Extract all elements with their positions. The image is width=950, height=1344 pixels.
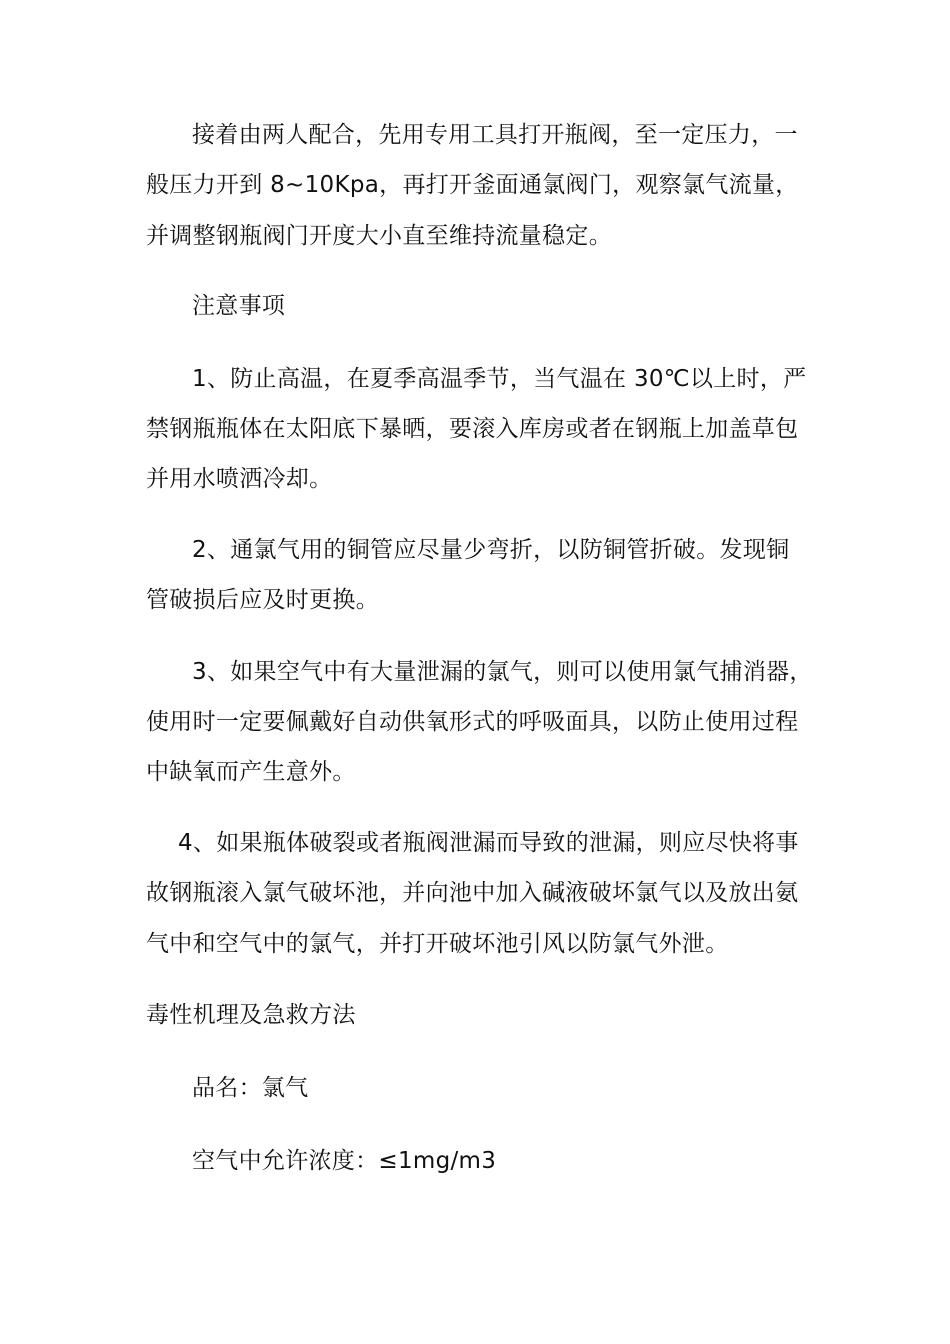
item-3-line-1: 3、如果空气中有大量泄漏的氯气，则可以使用氯气捕消器，: [192, 659, 813, 685]
item-4-line-3: 气中和空气中的氯气，并打开破坏池引风以防氯气外泄。: [146, 931, 729, 957]
product-name: 品名：氯气: [192, 1075, 309, 1101]
item-1-line-3: 并用水喷洒冷却。: [146, 466, 333, 492]
item-2-line-2: 管破损后应及时更换。: [146, 587, 379, 613]
item-4-line-1: 4、如果瓶体破裂或者瓶阀泄漏而导致的泄漏，则应尽快将事: [178, 830, 799, 856]
item-1-line-2: 禁钢瓶瓶体在太阳底下暴晒，要滚入库房或者在钢瓶上加盖草包: [146, 416, 799, 442]
item-2-line-1: 2、通氯气用的铜管应尽量少弯折，以防铜管折破。发现铜: [192, 537, 790, 563]
paragraph-1-line-1: 接着由两人配合，先用专用工具打开瓶阀，至一定压力，一: [192, 122, 798, 148]
item-1-line-1: 1、防止高温，在夏季高温季节，当气温在 30℃以上时，严: [192, 366, 807, 392]
item-4-line-2: 故钢瓶滚入氯气破坏池，并向池中加入碱液破坏氯气以及放出氨: [146, 880, 799, 906]
allowed-concentration: 空气中允许浓度：≤1mg/m3: [192, 1148, 497, 1174]
paragraph-1-line-3: 并调整钢瓶阀门开度大小直至维持流量稳定。: [146, 223, 612, 249]
item-3-line-2: 使用时一定要佩戴好自动供氧形式的呼吸面具，以防止使用过程: [146, 709, 799, 735]
section-heading-precautions: 注意事项: [192, 293, 286, 319]
paragraph-1-line-2: 般压力开到 8~10Kpa，再打开釜面通氯阀门，观察氯气流量，: [146, 172, 799, 198]
section-heading-toxicity: 毒性机理及急救方法: [146, 1002, 356, 1028]
item-3-line-3: 中缺氧而产生意外。: [146, 759, 356, 785]
